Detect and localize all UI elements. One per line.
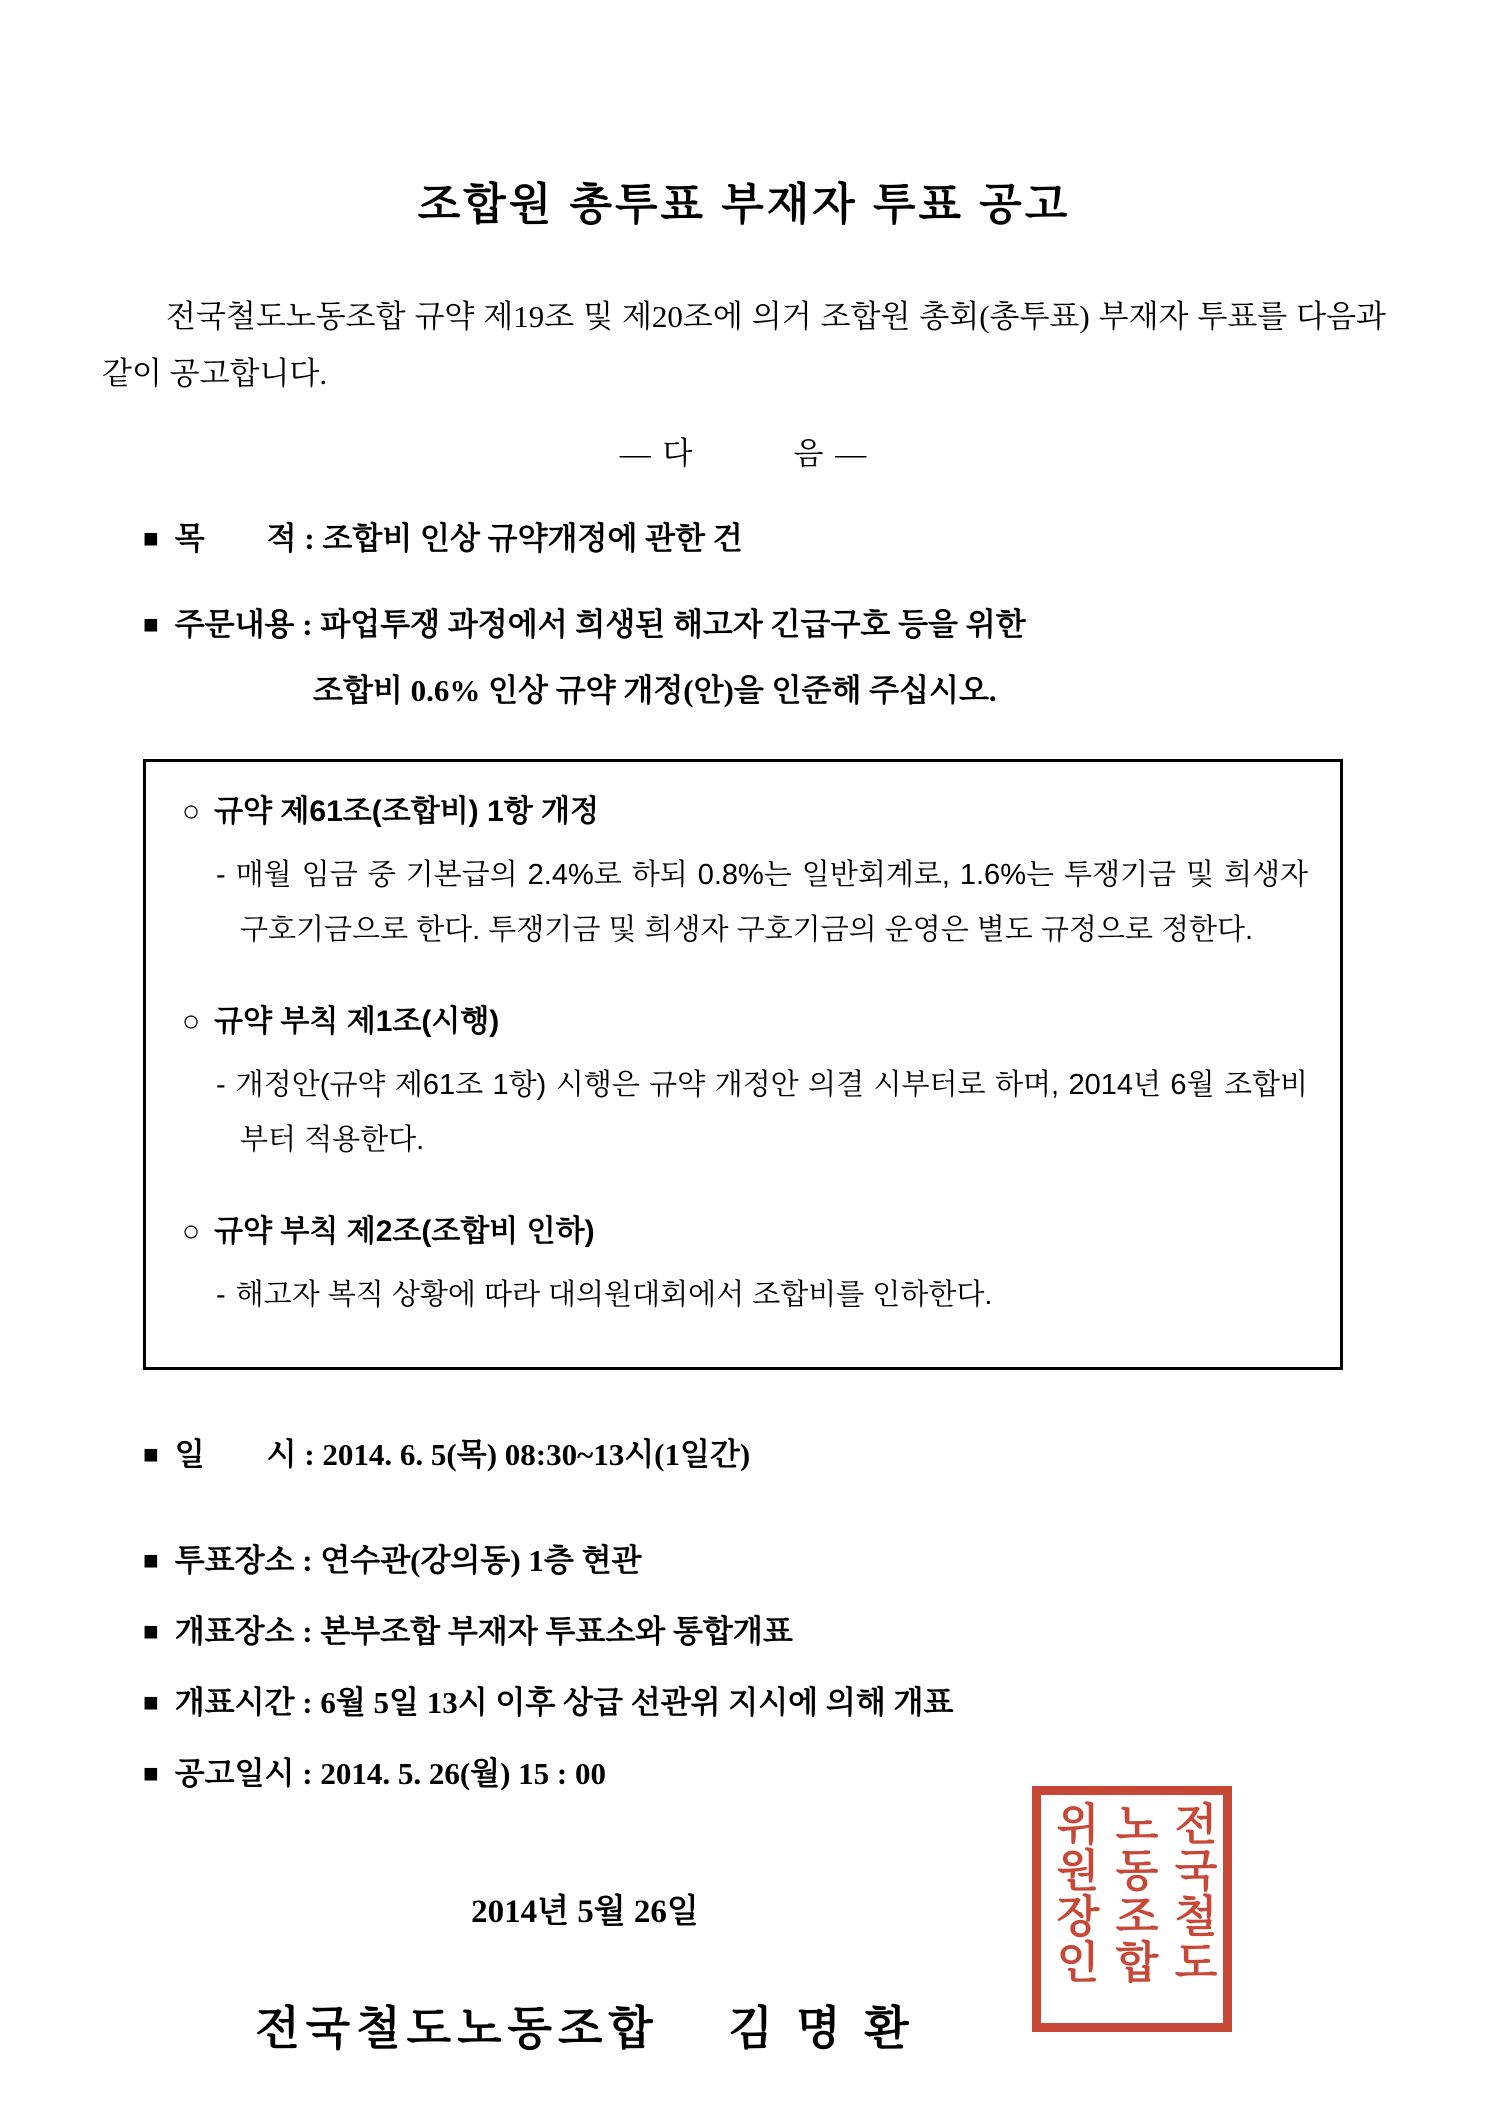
rule-head-text: 규약 제61조(조합비) 1항 개정 xyxy=(214,795,599,828)
page-title: 조합원 총투표 부재자 투표 공고 xyxy=(417,180,1071,229)
rule-body-text: 해고자 복직 상황에 따라 대의원대회에서 조합비를 인하한다. xyxy=(235,1279,993,1311)
footer-block xyxy=(0,1885,1170,2058)
square-bullet-icon: ■ xyxy=(143,1546,159,1575)
detail-text: 투표장소 : 연수관(강의동) 1층 현관 xyxy=(174,1543,642,1578)
detail-text: 개표시간 : 6월 5일 13시 이후 상급 선관위 지시에 의해 개표 xyxy=(174,1685,954,1720)
order-line2: 조합비 0.6% 인상 규약 개정(안)을 인준해 주십시오. xyxy=(313,673,997,708)
purpose-text: 목 적 : 조합비 인상 규약개정에 관한 건 xyxy=(174,521,743,556)
detail-count-place xyxy=(143,1613,1488,1651)
detail-count-time xyxy=(143,1684,1488,1722)
seal-column: 노동조합 xyxy=(1108,1801,1157,1985)
union-chairman-seal-stamp xyxy=(1032,1786,1232,2032)
square-bullet-icon: ■ xyxy=(143,1759,159,1788)
rule-head-text: 규약 부칙 제1조(시행) xyxy=(214,1005,500,1038)
daum-divider: — 다 음 — xyxy=(619,436,869,471)
dash-marker: - xyxy=(216,859,226,891)
seal-column: 위원장인 xyxy=(1049,1801,1098,1985)
rule-item-body xyxy=(182,1268,1308,1323)
order-line1-text: 주문내용 : 파업투쟁 과정에서 희생된 해고자 긴급구호 등을 위한 xyxy=(174,607,1026,642)
order-line1 xyxy=(143,605,1378,645)
square-bullet-icon: ■ xyxy=(143,1440,159,1469)
rule-head-text: 규약 부칙 제2조(조합비 인하) xyxy=(214,1215,595,1248)
square-bullet-icon: ■ xyxy=(143,1617,159,1646)
square-bullet-icon: ■ xyxy=(143,1688,159,1717)
detail-vote-place xyxy=(143,1542,1488,1580)
square-bullet-icon: ■ xyxy=(143,524,159,553)
detail-text: 일 시 : 2014. 6. 5(목) 08:30~13시(1일간) xyxy=(174,1437,751,1472)
rule-body-text: 매월 임금 중 기본급의 2.4%로 하되 0.8%는 일반회계로, 1.6%는 투쟁기금 및 희생자 구호기금으로 한다. 투쟁기금 및 희생자 구호기금의 운영은 별도 규정으로 정한다. xyxy=(235,859,1308,946)
circle-bullet-icon: ○ xyxy=(182,1215,201,1248)
footer-date: 2014년 5월 26일 xyxy=(471,1894,699,1930)
vote-details-list xyxy=(143,1436,1488,1793)
rule-item-head xyxy=(182,792,1308,832)
rule-body-text: 개정안(규약 제61조 1항) 시행은 규약 개정안 의결 시부터로 하며, 2014년 6월 조합비부터 적용한다. xyxy=(235,1069,1308,1156)
intro-paragraph: 전국철도노동조합 규약 제19조 및 제20조에 의거 조합원 총회(총투표) 부재자 투표를 다음과 같이 공고합니다. xyxy=(102,299,1386,391)
detail-announce-date xyxy=(143,1755,1488,1793)
rule-item-body xyxy=(182,1058,1308,1168)
rule-item xyxy=(182,1212,1308,1323)
rule-item-head xyxy=(182,1212,1308,1252)
dash-marker: - xyxy=(216,1069,226,1101)
seal-column: 전국철도 xyxy=(1167,1801,1216,1985)
square-bullet-icon: ■ xyxy=(143,610,159,639)
rule-item xyxy=(182,792,1308,958)
purpose-section xyxy=(143,519,1378,559)
rule-amendment-box xyxy=(143,759,1343,1370)
order-section xyxy=(143,605,1378,711)
rule-item-head xyxy=(182,1002,1308,1042)
detail-text: 개표장소 : 본부조합 부재자 투표소와 통합개표 xyxy=(174,1614,793,1649)
detail-datetime xyxy=(143,1436,1488,1474)
circle-bullet-icon: ○ xyxy=(182,1005,201,1038)
signature-line: 전국철도노동조합 김 명 환 xyxy=(255,2003,915,2054)
dash-marker: - xyxy=(216,1279,226,1311)
rule-item xyxy=(182,1002,1308,1168)
rule-item-body xyxy=(182,848,1308,958)
circle-bullet-icon: ○ xyxy=(182,795,201,828)
detail-text: 공고일시 : 2014. 5. 26(월) 15 : 00 xyxy=(174,1756,606,1791)
